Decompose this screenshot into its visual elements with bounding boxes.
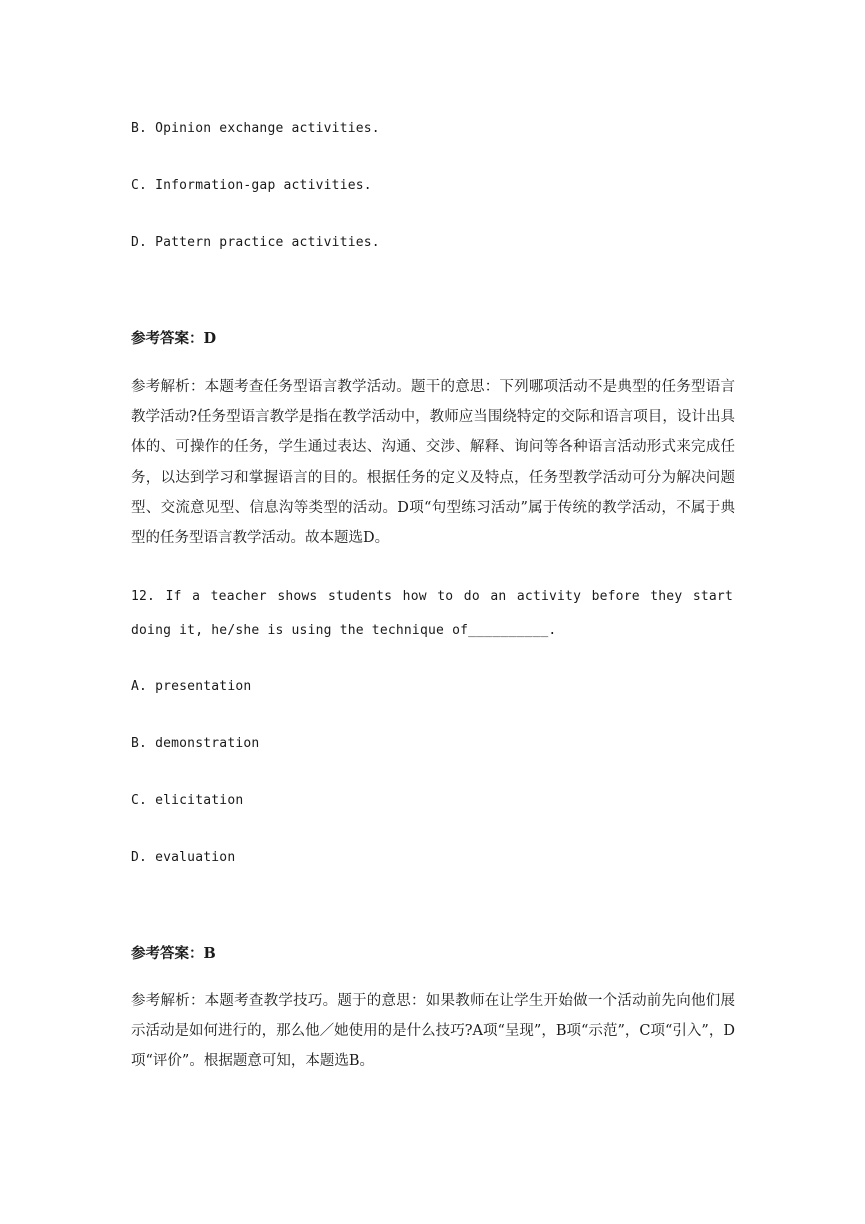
- q11-answer: 参考答案：D: [131, 330, 217, 347]
- q12-option-d: D. evaluation: [131, 850, 236, 865]
- q11-explanation: 参考解析：本题考查任务型语言教学活动。题干的意思：下列哪项活动不是典型的任务型语言教学活动?任务型语言教学是指在教学活动中，教师应当围绕特定的交际和语言项目，设计出具体的、可操作的任务，学生通过表达、沟通、交涉、解释、询问等各种语言活动形式来完成任务，以达到学习和掌握语言的目的。根据任务的定义及特点，任务型教学活动可分为解决问题型、交流意见型、信息沟等类型的活动。D项“句型练习活动”属于传统的教学活动，不属于典型的任务型语言教学活动。故本题选D。: [131, 379, 735, 547]
- q12-option-a: A. presentation: [131, 679, 252, 694]
- q12-answer: 参考答案：B: [131, 945, 216, 962]
- q12-option-b: B. demonstration: [131, 736, 260, 751]
- q12-stem: 12. If a teacher shows students how to do an activity before they start doing it, he/she is using the technique of__________.: [131, 589, 733, 638]
- q12-explanation: 参考解析：本题考查教学技巧。题于的意思：如果教师在让学生开始做一个活动前先向他们展示活动是如何进行的，那么他／她使用的是什么技巧?A项“呈现”，B项“示范”，C项“引入”，D项“评价”。根据题意可知，本题选B。: [131, 993, 735, 1070]
- q11-option-b: B. Opinion exchange activities.: [131, 121, 380, 136]
- q11-option-c: C. Information-gap activities.: [131, 178, 372, 193]
- q12-option-c: C. elicitation: [131, 793, 244, 808]
- q11-option-d: D. Pattern practice activities.: [131, 235, 380, 250]
